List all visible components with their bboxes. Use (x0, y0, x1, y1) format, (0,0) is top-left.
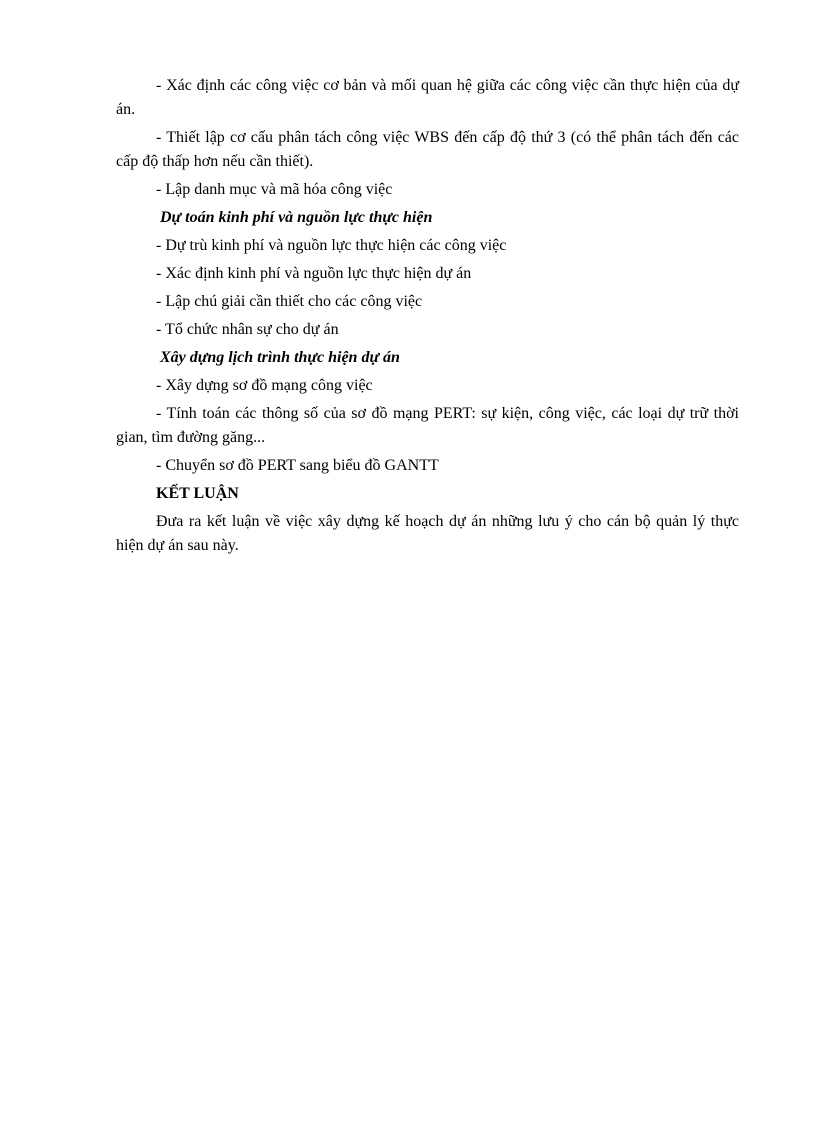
paragraph-identify-tasks: - Xác định các công việc cơ bản và mối quan hệ giữa các công việc cần thực hiện của dự án. (116, 77, 739, 118)
paragraph-pert-to-gantt: - Chuyển sơ đồ PERT sang biểu đồ GANTT (156, 457, 439, 474)
paragraph-task-notes: - Lập chú giải cần thiết cho các công việc (156, 293, 423, 310)
section-heading-schedule: Xây dựng lịch trình thực hiện dự án (160, 349, 400, 366)
document-page (116, 74, 739, 562)
paragraph-task-catalog: - Lập danh mục và mã hóa công việc (156, 181, 393, 198)
paragraph-staffing: - Tổ chức nhân sự cho dự án (156, 321, 339, 338)
section-heading-budget: Dự toán kinh phí và nguồn lực thực hiện (160, 209, 433, 226)
paragraph-conclusion: Đưa ra kết luận về việc xây dựng kế hoạch dự án những lưu ý cho cán bộ quản lý thực hiện dự án sau này. (116, 513, 739, 554)
paragraph-budget-estimate: - Dự trù kinh phí và nguồn lực thực hiện các công việc (156, 237, 507, 254)
paragraph-project-budget: - Xác định kinh phí và nguồn lực thực hiện dự án (156, 265, 472, 282)
paragraph-network-diagram: - Xây dựng sơ đồ mạng công việc (156, 377, 373, 394)
paragraph-wbs-structure: - Thiết lập cơ cấu phân tách công việc WBS đến cấp độ thứ 3 (có thể phân tách đến các cấp độ thấp hơn nếu cần thiết). (116, 129, 739, 170)
section-heading-conclusion: KẾT LUẬN (156, 485, 239, 502)
paragraph-pert-calculation: - Tính toán các thông số của sơ đồ mạng PERT: sự kiện, công việc, các loại dự trữ thời gian, tìm đường găng... (116, 405, 739, 446)
